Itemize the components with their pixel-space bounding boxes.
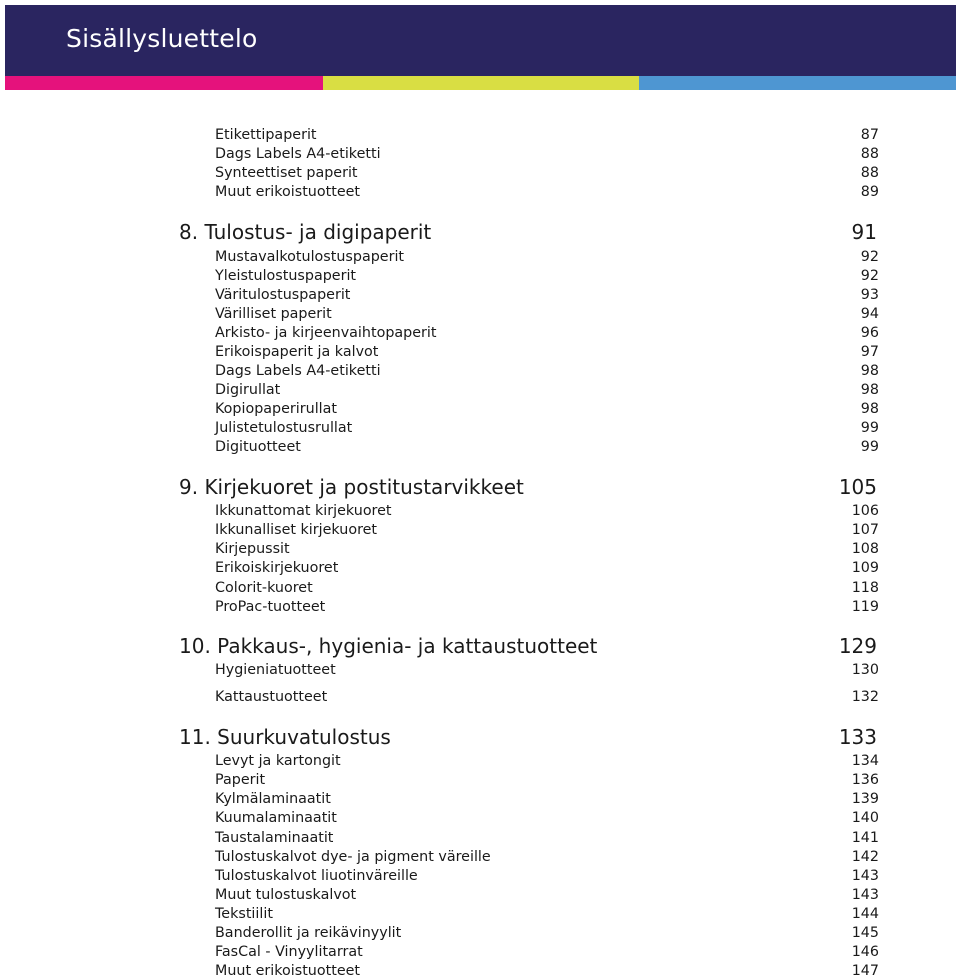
toc-entry[interactable] — [215, 306, 879, 323]
entry-page-number: 99 — [860, 439, 879, 455]
toc-entry[interactable] — [215, 249, 879, 266]
entry-page-number: 98 — [860, 401, 879, 417]
toc-entry[interactable] — [215, 963, 879, 980]
toc-entry[interactable] — [215, 810, 879, 827]
toc-entry[interactable] — [215, 772, 879, 789]
toc-entry[interactable] — [215, 363, 879, 380]
section-heading[interactable] — [179, 725, 877, 749]
entry-page-number: 130 — [851, 662, 879, 678]
entry-page-number: 88 — [860, 165, 879, 181]
entry-page-number: 96 — [860, 325, 879, 341]
entry-label: Kattaustuotteet — [215, 689, 328, 705]
entry-page-number: 143 — [851, 868, 879, 884]
toc-entry[interactable] — [215, 599, 879, 616]
entry-page-number: 147 — [851, 963, 879, 979]
entry-page-number: 94 — [860, 306, 879, 322]
section-page-number: 129 — [838, 634, 877, 658]
entry-label: Digituotteet — [215, 439, 301, 455]
toc-entry[interactable] — [215, 887, 879, 904]
entry-page-number: 107 — [851, 522, 879, 538]
entry-label: Väritulostuspaperit — [215, 287, 351, 303]
toc-entry[interactable] — [215, 184, 879, 201]
entry-page-number: 140 — [851, 810, 879, 826]
entry-label: Taustalaminaatit — [215, 830, 334, 846]
toc-entry[interactable] — [215, 560, 879, 577]
entry-page-number: 99 — [860, 420, 879, 436]
entry-page-number: 142 — [851, 849, 879, 865]
entry-label: Banderollit ja reikävinyylit — [215, 925, 402, 941]
entry-page-number: 119 — [851, 599, 879, 615]
entry-label: FasCal - Vinyylitarrat — [215, 944, 363, 960]
toc-entry[interactable] — [215, 127, 879, 144]
toc-entry[interactable] — [215, 522, 879, 539]
section-heading[interactable] — [179, 220, 877, 244]
entry-label: Värilliset paperit — [215, 306, 332, 322]
toc-entry[interactable] — [215, 830, 879, 847]
entry-label: Dags Labels A4-etiketti — [215, 363, 381, 379]
entry-label: Muut tulostuskalvot — [215, 887, 357, 903]
entry-page-number: 145 — [851, 925, 879, 941]
toc-entry[interactable] — [215, 268, 879, 285]
entry-page-number: 93 — [860, 287, 879, 303]
entry-label: Kylmälaminaatit — [215, 791, 331, 807]
section-title: 8. Tulostus- ja digipaperit — [179, 220, 432, 244]
entry-page-number: 139 — [851, 791, 879, 807]
section-page-number: 105 — [838, 475, 877, 499]
section-heading[interactable] — [179, 634, 877, 658]
entry-page-number: 92 — [860, 249, 879, 265]
entry-page-number: 118 — [851, 580, 879, 596]
entry-label: Levyt ja kartongit — [215, 753, 341, 769]
toc-entry[interactable] — [215, 868, 879, 885]
page-title: Sisällysluettelo — [66, 24, 258, 53]
entry-label: Erikoiskirjekuoret — [215, 560, 339, 576]
toc-entry[interactable] — [215, 753, 879, 770]
entry-label: Muut erikoistuotteet — [215, 184, 361, 200]
toc-entry[interactable] — [215, 849, 879, 866]
toc-entry[interactable] — [215, 662, 879, 679]
entry-label: Ikkunalliset kirjekuoret — [215, 522, 378, 538]
stripe-blue — [639, 76, 956, 90]
entry-label: Mustavalkotulostuspaperit — [215, 249, 405, 265]
entry-label: Dags Labels A4-etiketti — [215, 146, 381, 162]
toc-entry[interactable] — [215, 541, 879, 558]
entry-label: Tekstiilit — [215, 906, 273, 922]
toc-entry[interactable] — [215, 906, 879, 923]
entry-page-number: 106 — [851, 503, 879, 519]
entry-label: Yleistulostuspaperit — [215, 268, 357, 284]
entry-label: Paperit — [215, 772, 266, 788]
toc-entry[interactable] — [215, 382, 879, 399]
entry-label: Julistetulostusrullat — [215, 420, 353, 436]
toc-entry[interactable] — [215, 146, 879, 163]
toc-entry[interactable] — [215, 944, 879, 961]
entry-label: Tulostuskalvot dye- ja pigment väreille — [215, 849, 491, 865]
entry-label: Kuumalaminaatit — [215, 810, 337, 826]
toc-entry[interactable] — [215, 791, 879, 808]
entry-page-number: 141 — [851, 830, 879, 846]
entry-label: Hygieniatuotteet — [215, 662, 336, 678]
entry-label: Etikettipaperit — [215, 127, 317, 143]
entry-page-number: 98 — [860, 382, 879, 398]
entry-page-number: 109 — [851, 560, 879, 576]
entry-label: Tulostuskalvot liuotinväreille — [215, 868, 418, 884]
entry-label: Erikoispaperit ja kalvot — [215, 344, 379, 360]
entry-label: Arkisto- ja kirjeenvaihtopaperit — [215, 325, 437, 341]
entry-page-number: 89 — [860, 184, 879, 200]
entry-label: Ikkunattomat kirjekuoret — [215, 503, 392, 519]
toc-entry[interactable] — [215, 165, 879, 182]
entry-page-number: 92 — [860, 268, 879, 284]
entry-label: Kopiopaperirullat — [215, 401, 338, 417]
stripe-magenta — [5, 76, 323, 90]
section-title: 10. Pakkaus-, hygienia- ja kattaustuotteet — [179, 634, 598, 658]
toc-entry[interactable] — [215, 420, 879, 437]
header-banner — [5, 5, 956, 76]
entry-label: Colorit-kuoret — [215, 580, 313, 596]
entry-label: Digirullat — [215, 382, 281, 398]
entry-page-number: 97 — [860, 344, 879, 360]
entry-page-number: 136 — [851, 772, 879, 788]
section-title: 11. Suurkuvatulostus — [179, 725, 391, 749]
toc-entry[interactable] — [215, 287, 879, 304]
entry-label: Kirjepussit — [215, 541, 290, 557]
toc-entry[interactable] — [215, 401, 879, 418]
toc-entry[interactable] — [215, 325, 879, 342]
section-page-number: 133 — [838, 725, 877, 749]
toc-entry[interactable] — [215, 689, 879, 706]
entry-page-number: 87 — [860, 127, 879, 143]
section-title: 9. Kirjekuoret ja postitustarvikkeet — [179, 475, 524, 499]
entry-page-number: 143 — [851, 887, 879, 903]
toc-entry[interactable] — [215, 925, 879, 942]
entry-label: ProPac-tuotteet — [215, 599, 326, 615]
entry-page-number: 132 — [851, 689, 879, 705]
toc-entry[interactable] — [215, 580, 879, 597]
entry-page-number: 98 — [860, 363, 879, 379]
section-page-number: 91 — [851, 220, 877, 244]
entry-page-number: 146 — [851, 944, 879, 960]
entry-label: Synteettiset paperit — [215, 165, 358, 181]
toc-entry[interactable] — [215, 344, 879, 361]
entry-label: Muut erikoistuotteet — [215, 963, 361, 979]
toc-entry[interactable] — [215, 439, 879, 456]
entry-page-number: 88 — [860, 146, 879, 162]
entry-page-number: 108 — [851, 541, 879, 557]
section-heading[interactable] — [179, 475, 877, 499]
toc-entry[interactable] — [215, 503, 879, 520]
entry-page-number: 144 — [851, 906, 879, 922]
stripe-yellow — [323, 76, 639, 90]
entry-page-number: 134 — [851, 753, 879, 769]
